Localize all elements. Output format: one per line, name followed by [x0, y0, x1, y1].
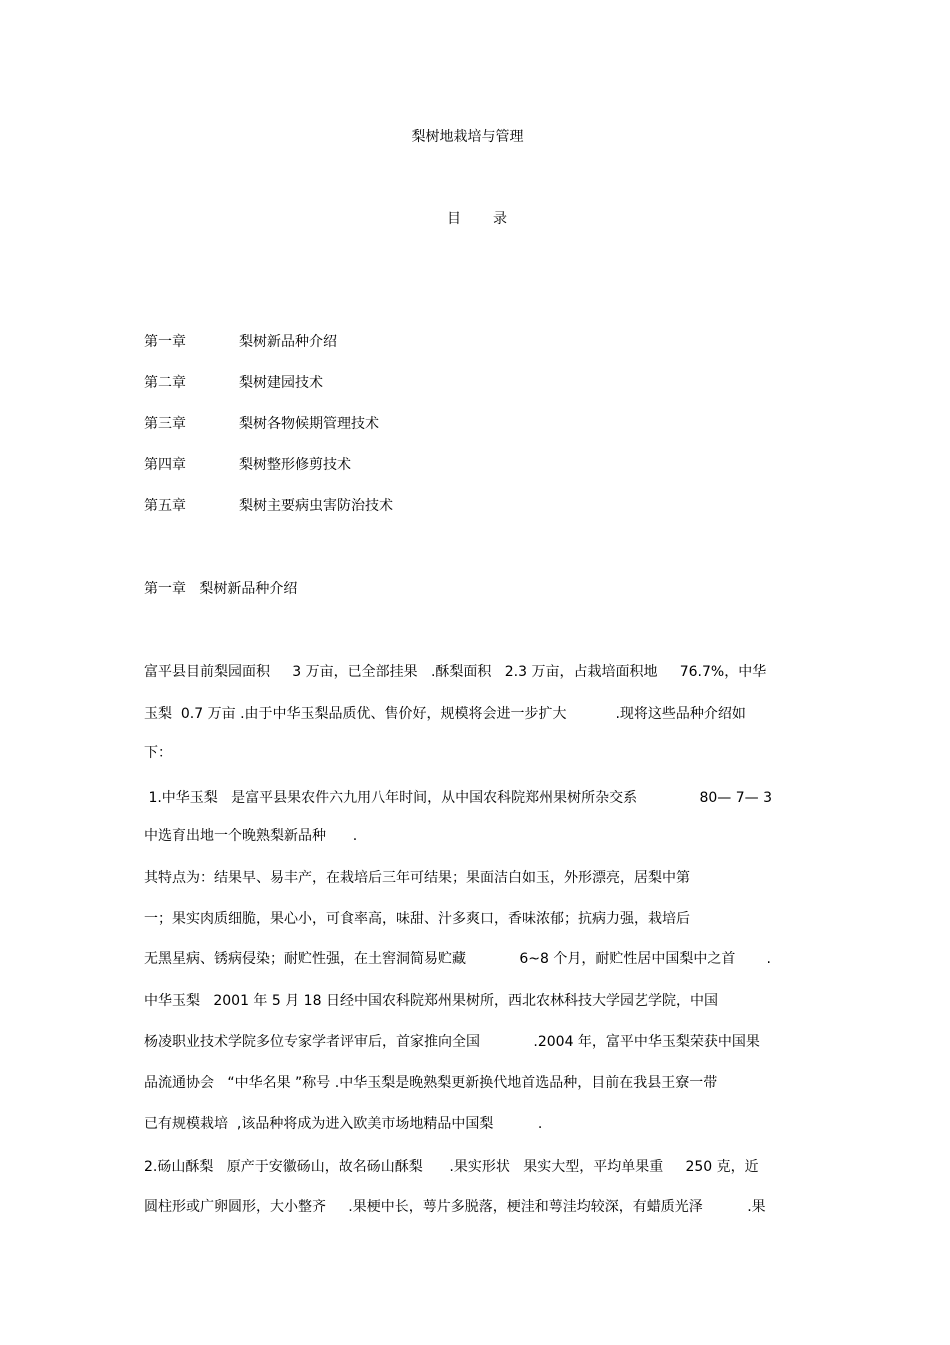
toc-item-3-name: 梨树各物候期管理技术	[239, 416, 379, 432]
body-line-4: 1.中华玉梨 是富平县果农件六九用八年时间，从中国农科院郑州果树所杂交系 80— 7— 3	[144, 790, 772, 806]
toc-item-4-chapter: 第四章	[144, 457, 186, 473]
body-line-11: 品流通协会 “中华名果 ”称号 .中华玉梨是晚熟梨更新换代地首选品种，目前在我县王寮一带	[144, 1075, 718, 1091]
body-line-8: 无黑星病、锈病侵染；耐贮性强，在土窖洞简易贮藏 6~8 个月，耐贮性居中国梨中之首 .	[144, 951, 771, 967]
body-line-14: 圆柱形或广卵圆形，大小整齐 .果梗中长，萼片多脱落，梗洼和萼洼均较深，有蜡质光泽 .果	[144, 1199, 766, 1215]
body-line-12: 已有规模栽培 ,该品种将成为进入欧美市场地精品中国梨 .	[144, 1116, 543, 1132]
chapter1-heading: 第一章 梨树新品种介绍	[144, 581, 298, 597]
body-line-9: 中华玉梨 2001 年 5 月 18 日经中国农科院郑州果树所，西北农林科技大学园艺学院，中国	[144, 993, 718, 1009]
toc-item-1-name: 梨树新品种介绍	[239, 334, 337, 350]
body-line-5: 中选育出地一个晚熟梨新品种 .	[144, 828, 358, 844]
toc-heading	[447, 210, 507, 228]
body-line-13: 2.砀山酥梨 原产于安徽砀山，故名砀山酥梨 .果实形状 果实大型，平均单果重 250 克，近	[144, 1159, 759, 1175]
body-line-1: 富平县目前梨园面积 3 万亩，已全部挂果 .酥梨面积 2.3 万亩，占栽培面积地 76.7%，中华	[144, 664, 767, 680]
toc-heading-left: 目	[447, 211, 461, 227]
toc-item-4-name: 梨树整形修剪技术	[239, 457, 351, 473]
toc-heading-right: 录	[493, 211, 507, 227]
toc-item-1-chapter: 第一章	[144, 334, 186, 350]
toc-item-3-chapter: 第三章	[144, 416, 186, 432]
toc-item-5-name: 梨树主要病虫害防治技术	[239, 498, 393, 514]
body-line-10: 杨凌职业技术学院多位专家学者评审后，首家推向全国 .2004 年，富平中华玉梨荣获中国果	[144, 1034, 760, 1050]
toc-item-2-name: 梨树建园技术	[239, 375, 323, 391]
body-line-3: 下：	[144, 745, 172, 761]
document-title: 梨树地栽培与管理	[411, 129, 524, 145]
toc-item-2-chapter: 第二章	[144, 375, 186, 391]
body-line-7: 一；果实肉质细脆，果心小，可食率高，味甜、汁多爽口，香味浓郁；抗病力强，栽培后	[144, 911, 690, 927]
body-line-6: 其特点为：结果早、易丰产，在栽培后三年可结果；果面洁白如玉，外形漂亮，居梨中第	[144, 870, 690, 886]
body-line-2: 玉梨 0.7 万亩 .由于中华玉梨品质优、售价好，规模将会进一步扩大 .现将这些品种介绍如	[144, 706, 746, 722]
toc-item-5-chapter: 第五章	[144, 498, 186, 514]
